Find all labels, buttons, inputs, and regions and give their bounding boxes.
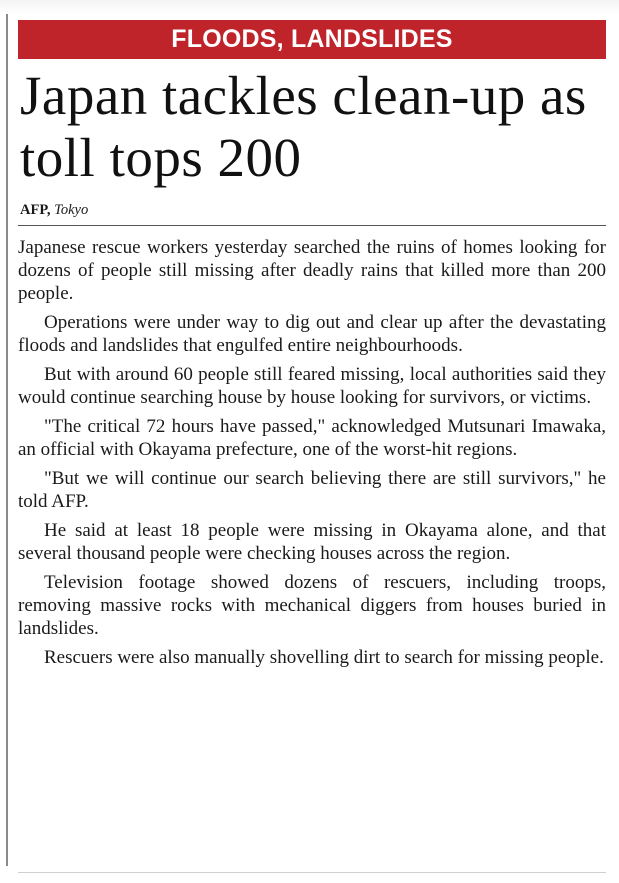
column-rule <box>6 14 8 866</box>
paragraph: "But we will continue our search believing there are still survivors," he told AFP. <box>18 468 606 512</box>
paragraph: Operations were under way to dig out and clear up after the devastating floods and landslides that engulfed entire neighbourhoods. <box>18 312 606 356</box>
paragraph: Japanese rescue workers yesterday searched the ruins of homes looking for dozens of people still missing after deadly rains that killed more than 200 people. <box>18 237 606 304</box>
news-article <box>18 20 606 675</box>
bottom-divider <box>18 872 606 873</box>
byline <box>20 201 606 219</box>
paragraph: Television footage showed dozens of rescuers, including troops, removing massive rocks with mechanical diggers from houses buried in landslides. <box>18 572 606 639</box>
paragraph: "The critical 72 hours have passed," acknowledged Mutsunari Imawaka, an official with Okayama prefecture, one of the worst-hit regions. <box>18 416 606 460</box>
paragraph: But with around 60 people still feared missing, local authorities said they would continue searching house by house looking for survivors, or victims. <box>18 364 606 408</box>
section-banner: FLOODS, LANDSLIDES <box>18 20 606 59</box>
paragraph: He said at least 18 people were missing in Okayama alone, and that several thousand people were checking houses across the region. <box>18 520 606 564</box>
paragraph: Rescuers were also manually shovelling dirt to search for missing people. <box>44 647 604 668</box>
byline-agency: AFP, <box>20 202 51 218</box>
byline-divider <box>18 225 606 226</box>
clipping-top-edge <box>0 0 619 14</box>
byline-city: Tokyo <box>54 202 89 218</box>
article-body <box>18 236 606 669</box>
headline: Japan tackles clean-up as toll tops 200 <box>20 65 587 188</box>
